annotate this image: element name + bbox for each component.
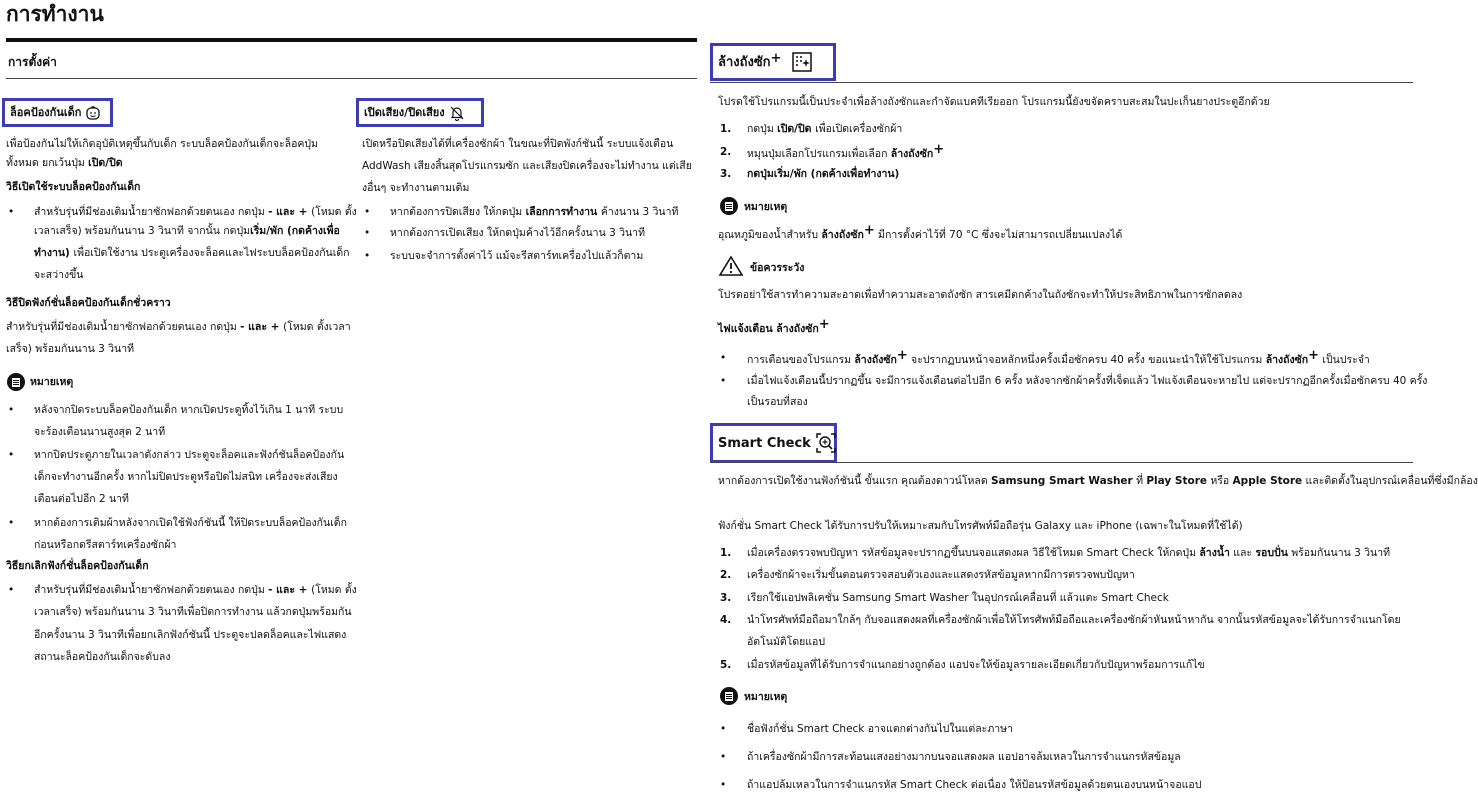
childlock-temp-line-1: สำหรับรุ่นที่มีช่องเติมน้ำยาซักฟอกด้วยตนเอง กดปุ่ม - และ + (โหมด ตั้งเวลา — [6, 321, 351, 333]
childlock-enable-title: วิธีเปิดใช้ระบบล็อคป้องกันเด็ก — [6, 181, 141, 193]
bullet: • — [720, 751, 727, 763]
childlock-note-2-line-2: เด็กจะทำงานอีกครั้ง หากไม่ปิดประตูหรือปิดไม่สนิท เครื่องจะส่งเสียง — [34, 471, 338, 483]
sound-intro-3: งอื่นๆ จะทำงานตามเดิม — [362, 182, 470, 194]
childlock-enable-line-1: สำหรับรุ่นที่มีช่องเติมน้ำยาซักฟอกด้วยตนเอง กดปุ่ม - และ + (โหมด ตั้ง — [34, 206, 357, 218]
drum-alert-item-2-line-2: เป็นรอบที่สอง — [747, 396, 808, 408]
smart-heading: Smart Check — [718, 435, 811, 451]
smart-step-3: เรียกใช้แอปพลิเคชั่น Samsung Smart Washer ในอุปกรณ์เคลื่อนที่ แล้วแตะ Smart Check — [747, 592, 1169, 604]
drum-caution-label: ข้อควรระวัง — [750, 262, 805, 274]
drum-step-num: 3. — [720, 168, 732, 180]
childlock-note-3-line-1: หากต้องการเติมผ้าหลังจากเปิดใช้ฟังก์ชันนี้ ให้ปิดระบบล็อคป้องกันเด็ก — [34, 517, 347, 529]
childlock-heading: ล็อคป้องกันเด็ก — [10, 106, 82, 119]
smart-rule — [710, 462, 1413, 463]
childlock-note-1-line-1: หลังจากปิดระบบล็อคป้องกันเด็ก หากเปิดประตูทิ้งไว้เกิน 1 นาที ระบบ — [34, 404, 344, 416]
smart-step-5: เมื่อรหัสข้อมูลที่ได้รับการจำแนกอย่างถูกต้อง แอปจะให้ข้อมูลรายละเอียดเกี่ยวกับปัญหาพร้อมการแก้ไข — [747, 659, 1205, 671]
sound-heading: เปิดเสียง/ปิดเสียง — [364, 106, 445, 119]
bullet: • — [8, 404, 15, 416]
smart-step-num: 4. — [720, 614, 732, 626]
childlock-temp-line-2: เสร็จ) พร้อมกันนาน 3 วินาที — [6, 343, 135, 355]
title-rule — [6, 38, 697, 42]
mute-bell-icon — [449, 105, 465, 121]
childlock-cancel-line-2: เวลาเสร็จ) พร้อมกันนาน 3 วินาทีเพื่อปิดการทำงาน แล้วกดปุ่มพร้อมกัน — [34, 606, 352, 618]
drum-step-3: กดปุ่มเริ่ม/พัก (กดค้างเพื่อทำงาน) — [747, 168, 900, 180]
bullet: • — [8, 206, 15, 218]
smart-step-num: 3. — [720, 592, 732, 604]
sound-item-1: หากต้องการปิดเสียง ให้กดปุ่ม เลือกการทำงาน ค้างนาน 3 วินาที — [390, 206, 679, 218]
smart-intro: หากต้องการเปิดใช้งานฟังก์ชันนี้ ขั้นแรก คุณต้องดาวน์โหลด Samsung Smart Washer ที่ Play Store หรือ Apple Store และติดตั้งในอุปกรณ์เคลื่อนที่ซึ่งมีกล้อง — [718, 475, 1478, 487]
drum-step-1: กดปุ่ม เปิด/ปิด เพื่อเปิดเครื่องซักผ้า — [747, 123, 903, 135]
drum-step-num: 1. — [720, 123, 732, 135]
sound-intro-1: เปิดหรือปิดเสียงได้ที่เครื่องซักผ้า ในขณะที่ปิดพังก์ชันนี้ ระบบแจ้งเตือน — [362, 138, 674, 150]
drum-heading-box — [710, 43, 836, 81]
childlock-heading-box — [2, 98, 113, 127]
drum-step-num: 2. — [720, 146, 732, 158]
childlock-note-2-line-3: เตือนต่อไปอีก 2 นาที — [34, 493, 129, 505]
drum-caution-text: โปรดอย่าใช้สารทำความสะอาดเพื่อทำความสะอาดถังซัก สารเคมีตกค้างในถังซักจะทำให้ประสิทธิภาพในการซักลดลง — [718, 289, 1243, 301]
bullet: • — [720, 375, 727, 387]
drum-alert-item-2-line-1: เมื่อไฟแจ้งเตือนนี้ปรากฏขึ้น จะมีการแจ้งเตือนต่อไปอีก 6 ครั้ง หลังจากซักผ้าครั้งที่เจ็ดแล้ว ไฟแจ้งเตือนจะหายไป แต่จะปรากฏอีกครั้งเมื่อซักครบ 40 ครั้ง — [747, 375, 1428, 387]
caution-icon — [718, 255, 744, 280]
bullet: • — [364, 206, 371, 218]
bullet: • — [8, 517, 15, 529]
smart-note-label: หมายเหตุ — [744, 691, 788, 703]
bullet: • — [364, 227, 371, 239]
childlock-enable-line-4: จะสว่างขึ้น — [34, 269, 84, 281]
childlock-note-label: หมายเหตุ — [30, 376, 74, 388]
page-title: การทำงาน — [6, 2, 104, 26]
smart-step-1: เมื่อเครื่องตรวจพบปัญหา รหัสข้อมูลจะปรากฏขึ้นบนจอแสดงผล วิธีใช้โหมด Smart Check ให้กดปุ่ม ล้างน้ำ และ รอบปั่น พร้อมกันนาน 3 วินาที — [747, 547, 1391, 559]
bullet: • — [720, 352, 727, 364]
drum-note-label: หมายเหตุ — [744, 201, 788, 213]
drum-sparkle-icon — [791, 51, 813, 73]
smart-step-4-line-1: นำโทรศัพท์มือถือมาใกล้ๆ กับจอแสดงผลที่เครื่องซักผ้าเพื่อให้โทรศัพท์มือถือและเครื่องซักผ้าหันหน้าหากัน จากนั้นรหัสข้อมูลจะได้รับการจำแนกโดย — [747, 614, 1401, 626]
childlock-note-1-line-2: จะร้องเตือนนานสูงสุด 2 นาที — [34, 426, 166, 438]
childlock-note-3-line-2: ก่อนหรือกดรีสตาร์ทเครื่องซักผ้า — [34, 539, 177, 551]
smart-step-4-line-2: อัตโนมัติโดยแอป — [747, 636, 826, 648]
childlock-cancel-line-3: อีกครั้งนาน 3 วินาทีเพื่อยกเลิกฟังก์ชันนี้ ประตูจะปลดล็อคและไฟแสดง — [34, 629, 347, 641]
smart-step-num: 1. — [720, 547, 732, 559]
note-icon — [720, 687, 738, 705]
sound-heading-box — [356, 98, 484, 127]
smart-step-num: 2. — [720, 569, 732, 581]
drum-rule — [710, 82, 1413, 83]
scan-zoom-icon — [815, 432, 837, 454]
bullet: • — [8, 449, 15, 461]
bullet: • — [364, 250, 371, 262]
child-face-icon — [85, 105, 101, 121]
sound-item-2: หากต้องการเปิดเสียง ให้กดปุ่มค้างไว้อีกครั้งนาน 3 วินาที — [390, 227, 645, 239]
smart-step-2: เครื่องซักผ้าจะเริ่มขั้นตอนตรวจสอบตัวเองและแสดงรหัสข้อมูลหากมีการตรวจพบปัญหา — [747, 569, 1135, 581]
drum-alert-item-1: การเตือนของโปรแกรม ล้างถังซัก+ จะปรากฏบนหน้าจอหลักหนึ่งครั้งเมื่อซักครบ 40 ครั้ง ขอแนะนำให้ใช้โปรแกรม ล้างถังซัก+ เป็นประจำ — [747, 348, 1370, 366]
childlock-intro-1: เพื่อป้องกันไม่ให้เกิดอุบัติเหตุขึ้นกับเด็ก ระบบล็อคป้องกันเด็กจะล็อคปุ่ม — [6, 138, 318, 150]
childlock-cancel-line-1: สำหรับรุ่นที่มีช่องเติมน้ำยาซักฟอกด้วยตนเอง กดปุ่ม - และ + (โหมด ตั้ง — [34, 584, 357, 596]
childlock-intro-2: ทั้งหมด ยกเว้นปุ่ม เปิด/ปิด — [6, 157, 123, 169]
settings-rule — [6, 78, 697, 79]
childlock-note-2-line-1: หากปิดประตูภายในเวลาดังกล่าว ประตูจะล็อคและฟังก์ชันล็อคป้องกัน — [34, 449, 345, 461]
smart-note2: ฟังก์ชั่น Smart Check ได้รับการปรับให้เหมาะสมกับโทรศัพท์มือถือรุ่น Galaxy และ iPhone (เฉพาะในโหมดที่ใช้ได้) — [718, 520, 1243, 532]
childlock-enable-line-3: ทำงาน) เพื่อเปิดใช้งาน ประตูเครื่องจะล็อคและไฟระบบล็อคป้องกันเด็ก — [34, 247, 350, 259]
childlock-cancel-title: วิธียกเลิกฟังก์ชั่นล็อคป้องกันเด็ก — [6, 560, 149, 572]
smart-note-item-1: ชื่อฟังก์ชั่น Smart Check อาจแตกต่างกันไปในแต่ละภาษา — [747, 723, 1013, 735]
smart-step-num: 5. — [720, 659, 732, 671]
sound-intro-2: AddWash เสียงสิ้นสุดโปรแกรมซัก และเสียงปิดเครื่องจะไม่ทำงาน แต่เสีย — [362, 160, 692, 172]
childlock-enable-line-2: เวลาเสร็จ) พร้อมกันนาน 3 วินาที จากนั้น กดปุ่มเริ่ม/พัก (กดค้างเพื่อ — [34, 225, 340, 237]
childlock-temp-title: วิธีปิดฟังก์ชั่นล็อคป้องกันเด็กชั่วคราว — [6, 297, 171, 309]
smart-note-item-2: ถ้าเครื่องซักผ้ามีการสะท้อนแสงอย่างมากบนจอแสดงผล แอปอาจล้มเหลวในการจำแนกรหัสข้อมูล — [747, 751, 1181, 763]
sound-item-3: ระบบจะจำการตั้งค่าไว้ แม้จะรีสตาร์ทเครื่องไปแล้วก็ตาม — [390, 250, 644, 262]
drum-note-text: อุณหภูมิของน้ำสำหรับ ล้างถังซัก+ มีการตั้งค่าไว้ที่ 70 °C ซึ่งจะไม่สามารถเปลี่ยนแปลงได้ — [718, 223, 1123, 241]
drum-step-2: หมุนปุ่มเลือกโปรแกรมเพื่อเลือก ล้างถังซัก+ — [747, 142, 945, 160]
bullet: • — [720, 723, 727, 735]
childlock-cancel-line-4: สถานะล็อคป้องกันเด็กจะดับลง — [34, 651, 171, 663]
smart-heading-box — [710, 423, 837, 463]
bullet: • — [720, 779, 727, 791]
drum-heading: ล้างถังซัก — [718, 54, 771, 70]
bullet: • — [8, 584, 15, 596]
smart-note-item-3: ถ้าแอปล้มเหลวในการจำแนกรหัส Smart Check ต่อเนื่อง ให้ป้อนรหัสข้อมูลด้วยตนเองบนหน้าจอแอป — [747, 779, 1202, 791]
plus-mark: + — [770, 50, 782, 66]
drum-alert-title: ไฟแจ้งเตือน ล้างถังซัก+ — [718, 317, 830, 335]
note-icon — [7, 373, 25, 391]
settings-heading: การตั้งค่า — [8, 55, 57, 69]
note-icon — [720, 197, 738, 215]
drum-intro: โปรดใช้โปรแกรมนี้เป็นประจำเพื่อล้างถังซักและกำจัดแบคทีเรียออก โปรแกรมนี้ยังขจัดคราบสะสมในปะเก็นยางประตูอีกด้วย — [718, 96, 1270, 108]
